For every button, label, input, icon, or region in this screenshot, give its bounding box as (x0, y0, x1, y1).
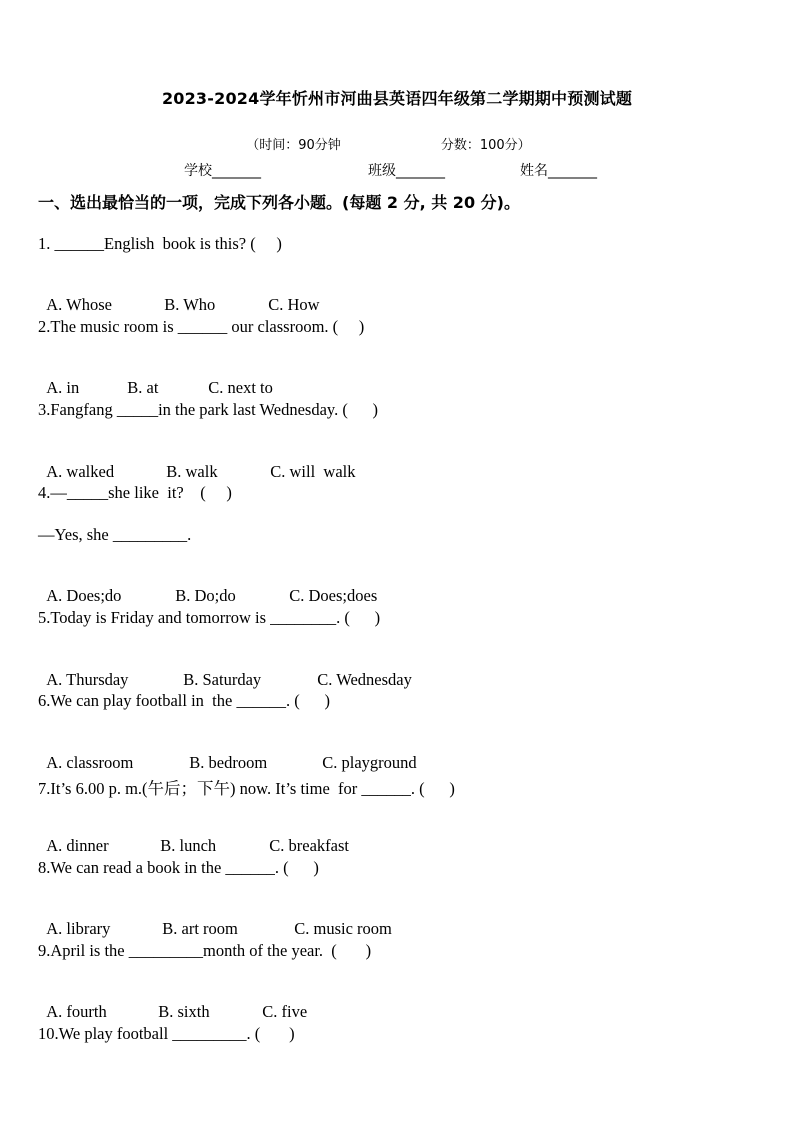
option-a: A. dinner (46, 836, 109, 855)
question-7-stem: 7.It’s 6.00 p. m.(午后；下午) now. It’s time for ______. ( ) (38, 779, 455, 798)
option-b: B. sixth (158, 1002, 210, 1021)
option-c: C. will walk (270, 462, 356, 481)
section-heading: 一、选出最恰当的一项，完成下列各小题。(每题 2 分, 共 20 分)。 (38, 193, 520, 212)
option-c: C. How (268, 295, 320, 314)
question-5-stem: 5.Today is Friday and tomorrow is ________. ( ) (38, 608, 381, 627)
name-field: 姓名_______ (520, 163, 597, 179)
option-a: A. in (46, 378, 80, 397)
question-2-stem: 2.The music room is ______ our classroom. ( ) (38, 317, 365, 336)
option-a: A. Thursday (46, 670, 129, 689)
option-b: B. at (127, 378, 159, 397)
question-3-stem: 3.Fangfang _____in the park last Wednesday. ( ) (38, 400, 379, 419)
exam-time: （时间：90分钟 (246, 138, 341, 153)
question-6-stem: 6.We can play football in the ______. ( ) (38, 691, 330, 710)
option-c: C. playground (322, 753, 417, 772)
option-a: A. walked (46, 462, 115, 481)
question-4-stem: 4.—_____she like it? ( ) (38, 483, 232, 502)
question-1-options (38, 275, 320, 315)
question-4-options (38, 566, 377, 606)
option-a: A. fourth (46, 1002, 107, 1021)
question-2-options (38, 358, 273, 398)
question-5-options (38, 650, 412, 690)
exam-score: 分数：100分） (440, 138, 531, 153)
option-a: A. classroom (46, 753, 134, 772)
option-c: C. Wednesday (317, 670, 412, 689)
option-b: B. walk (166, 462, 218, 481)
question-9-options (38, 982, 307, 1022)
option-c: C. breakfast (269, 836, 349, 855)
option-a: A. Whose (46, 295, 112, 314)
exam-title: 2023-2024学年忻州市河曲县英语四年级第二学期期中预测试题 (161, 89, 633, 108)
option-b: B. Do;do (175, 586, 236, 605)
option-b: B. art room (162, 919, 238, 938)
question-8-stem: 8.We can read a book in the ______. ( ) (38, 858, 319, 877)
option-c: C. Does;does (289, 586, 378, 605)
option-c: C. next to (208, 378, 273, 397)
option-b: B. lunch (160, 836, 217, 855)
question-10-stem: 10.We play football _________. ( ) (38, 1024, 295, 1043)
option-b: B. Who (164, 295, 216, 314)
question-6-options (38, 733, 417, 773)
exam-subtitle (238, 119, 531, 153)
question-7-options (38, 816, 349, 856)
question-3-options (38, 442, 356, 482)
question-4-answer-line: —Yes, she _________. (38, 525, 192, 544)
question-1-stem: 1. ______English book is this? ( ) (38, 234, 282, 253)
question-9-stem: 9.April is the _________month of the year. ( ) (38, 941, 372, 960)
option-a: A. library (46, 919, 111, 938)
option-b: B. bedroom (189, 753, 268, 772)
class-field: 班级_______ (368, 163, 445, 179)
option-a: A. Does;do (46, 586, 122, 605)
school-field: 学校_______ (184, 163, 261, 179)
option-c: C. five (262, 1002, 308, 1021)
option-b: B. Saturday (183, 670, 262, 689)
question-8-options (38, 899, 392, 939)
option-c: C. music room (294, 919, 392, 938)
